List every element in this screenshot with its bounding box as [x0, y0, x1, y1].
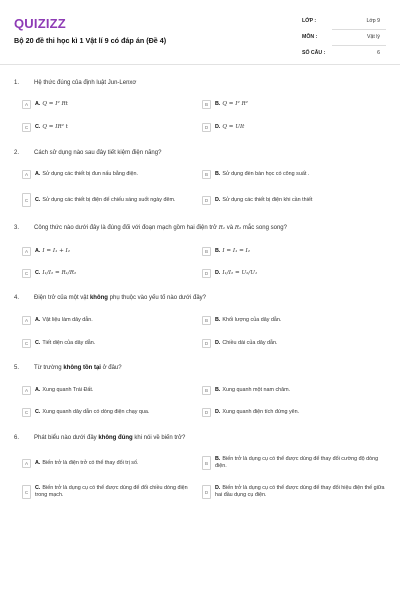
option-text: Vật liệu làm dây dẫn.: [42, 316, 93, 323]
option-label: A.: [35, 386, 41, 393]
option-letter: B: [202, 247, 211, 256]
option-a[interactable]: [22, 383, 185, 397]
option-letter: C: [22, 123, 31, 132]
option-label: A.: [35, 100, 41, 107]
meta-row-class: [302, 14, 386, 30]
option-letter: D: [202, 269, 211, 278]
option-text: Xung quanh dây dẫn có dòng điện chạy qua.: [42, 408, 150, 415]
option-text: Sử dụng các thiết bị điện khi cần thiết: [222, 196, 313, 203]
option-c[interactable]: [22, 482, 200, 502]
option-label: C.: [35, 269, 41, 276]
option-b[interactable]: [202, 383, 365, 397]
option-a[interactable]: [22, 97, 185, 111]
option-label: B.: [215, 100, 221, 107]
meta-value: Vật lý: [367, 34, 380, 40]
emphasis: không: [89, 295, 108, 301]
option-text: I₁/I₂ = U₂/U₁: [222, 269, 258, 276]
question-number: 2.: [14, 150, 20, 156]
option-text: Q = I² R²: [222, 100, 248, 107]
option-text: Q = I² Rt: [42, 100, 68, 107]
option-label: B.: [215, 456, 221, 462]
option-a[interactable]: [22, 456, 200, 470]
question-number: 6.: [14, 435, 20, 441]
option-letter: A: [22, 247, 31, 256]
option-text: Khối lượng của dây dẫn.: [222, 316, 282, 323]
option-a[interactable]: [22, 167, 185, 181]
option-d[interactable]: [202, 405, 365, 419]
option-label: A.: [35, 316, 41, 323]
option-letter: A: [22, 170, 31, 179]
option-letter: D: [202, 485, 211, 499]
question-number: 3.: [14, 225, 20, 231]
option-c[interactable]: [22, 405, 200, 419]
option-a[interactable]: [22, 244, 185, 258]
meta-label: MÔN :: [302, 34, 318, 40]
meta-label: LỚP :: [302, 18, 317, 24]
document-header: [14, 10, 386, 60]
emphasis: không tồn tại: [63, 365, 101, 371]
option-label: D.: [215, 485, 221, 491]
option-label: B.: [215, 247, 221, 254]
question-text: Công thức nào dưới đây là đúng đối với đoạn mạch gồm hai điện trở R₁ và R₂ mắc song song?: [34, 225, 287, 231]
option-letter: C: [22, 485, 31, 499]
option-label: D.: [215, 196, 221, 203]
question-number: 1.: [14, 80, 20, 86]
meta-value: Lớp 9: [366, 18, 380, 24]
option-label: D.: [215, 123, 221, 130]
option-label: C.: [35, 408, 41, 415]
question-number: 5.: [14, 365, 20, 371]
option-letter: B: [202, 100, 211, 109]
option-d[interactable]: [202, 266, 365, 280]
option-letter: C: [22, 193, 31, 207]
option-letter: A: [22, 100, 31, 109]
meta-row-subject: [302, 30, 386, 46]
option-d[interactable]: [202, 193, 365, 207]
option-text: Biến trở là điện trở có thể thay đổi trị số.: [42, 459, 139, 466]
option-text: Biến trở là dụng cụ có thể được dùng để thay đổi cường độ dòng điện.: [215, 456, 379, 469]
option-label: B.: [215, 386, 221, 393]
emphasis: không đúng: [98, 435, 133, 441]
option-text: I = I₁ + I₂: [42, 247, 71, 254]
meta-row-count: [302, 46, 386, 62]
option-letter: C: [22, 269, 31, 278]
option-b[interactable]: [202, 453, 385, 473]
meta-value: 6: [377, 50, 380, 56]
option-letter: A: [22, 459, 31, 468]
option-text: Q = UIt: [222, 123, 245, 130]
question-text: Từ trường không tồn tại ở đâu?: [34, 365, 122, 371]
option-b[interactable]: [202, 97, 365, 111]
option-text: Q = IR² t: [42, 123, 68, 130]
option-text: Xung quanh điện tích đứng yên.: [222, 408, 300, 415]
question-number: 4.: [14, 295, 20, 301]
option-text: Tiết diện của dây dẫn.: [42, 339, 96, 346]
option-text: I = I₁ = I₂: [222, 247, 251, 254]
header-divider: [0, 64, 400, 65]
page-title: Bộ 20 đề thi học kì 1 Vật lí 9 có đáp án (Đề 4): [14, 36, 167, 45]
option-label: B.: [215, 170, 221, 177]
option-letter: C: [22, 339, 31, 348]
option-label: A.: [35, 247, 41, 254]
option-letter: D: [202, 408, 211, 417]
question-text: Điện trở của một vật không phụ thuộc vào yếu tố nào dưới đây?: [34, 295, 206, 301]
option-label: B.: [215, 316, 221, 323]
option-label: C.: [35, 485, 41, 491]
option-label: A.: [35, 170, 41, 177]
option-label: D.: [215, 408, 221, 415]
option-text: Xung quanh một nam châm.: [222, 386, 291, 393]
option-letter: B: [202, 170, 211, 179]
question-text: Cách sử dụng nào sau đây tiết kiệm điện năng?: [34, 150, 162, 156]
resistor-1: R₁: [218, 225, 226, 231]
option-label: C.: [35, 339, 41, 346]
option-text: Sử dụng các thiết bị điện để chiếu sáng suốt ngày đêm.: [42, 196, 176, 203]
option-b[interactable]: [202, 313, 365, 327]
option-b[interactable]: [202, 167, 365, 181]
meta-box: [302, 14, 386, 62]
option-label: D.: [215, 269, 221, 276]
option-letter: C: [22, 408, 31, 417]
option-label: A.: [35, 459, 41, 466]
resistor-2: R₂: [234, 225, 242, 231]
option-text: Chiều dài của dây dẫn.: [222, 339, 278, 346]
option-d[interactable]: [202, 482, 385, 502]
option-letter: D: [202, 196, 211, 205]
option-letter: D: [202, 339, 211, 348]
option-letter: B: [202, 386, 211, 395]
option-letter: B: [202, 456, 211, 470]
option-text: Biến trở là dụng cụ có thể được dùng để thay đổi hiệu điện thế giữa hai đầu dụng cụ điện.: [215, 485, 385, 498]
option-c[interactable]: [22, 120, 185, 134]
option-a[interactable]: [22, 313, 185, 327]
question-text: Hệ thức đúng của định luật Jun-Lenxơ: [34, 80, 137, 86]
option-letter: B: [202, 316, 211, 325]
meta-label: SỐ CÂU :: [302, 50, 326, 56]
option-text: Biến trở là dụng cụ có thể được dùng để đổi chiều dòng điện trong mạch.: [35, 485, 188, 498]
option-label: C.: [35, 123, 41, 130]
option-text: Sử dụng đèn bàn học có công suất .: [222, 170, 310, 177]
option-letter: A: [22, 316, 31, 325]
option-text: Xung quanh Trái Đất.: [42, 386, 94, 393]
option-c[interactable]: [22, 266, 185, 280]
option-c[interactable]: [22, 336, 185, 350]
option-d[interactable]: [202, 120, 365, 134]
question-text: Phát biểu nào dưới đây không đúng khi nói về biến trở?: [34, 435, 186, 441]
option-text: Sử dụng các thiết bị đun nấu bằng điện.: [42, 170, 139, 177]
option-b[interactable]: [202, 244, 365, 258]
option-label: D.: [215, 339, 221, 346]
quizizz-logo: QUIZIZZ: [14, 16, 66, 31]
option-letter: D: [202, 123, 211, 132]
option-c[interactable]: [22, 190, 185, 210]
option-text: I₁/I₂ = R₁/R₂: [42, 269, 77, 276]
option-label: C.: [35, 196, 41, 203]
option-letter: A: [22, 386, 31, 395]
option-d[interactable]: [202, 336, 365, 350]
